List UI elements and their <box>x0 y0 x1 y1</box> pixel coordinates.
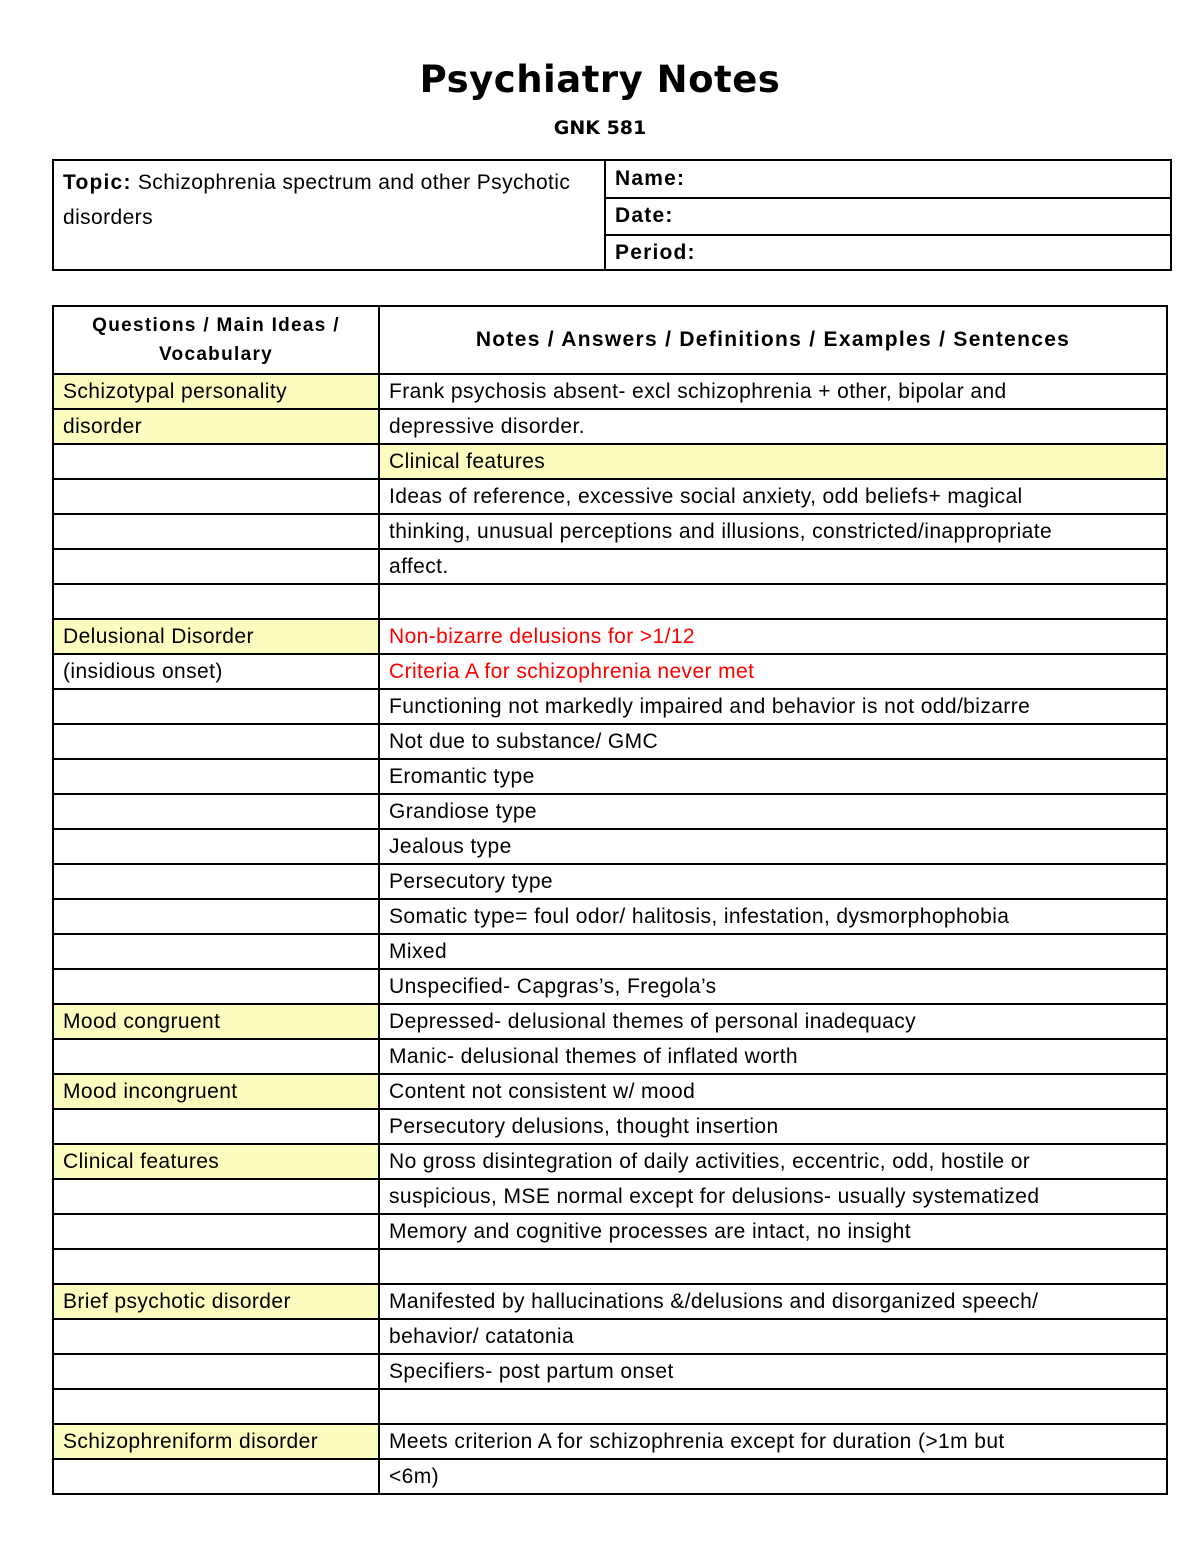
note-cell: No gross disintegration of daily activities, eccentric, odd, hostile or <box>379 1144 1167 1179</box>
question-cell: Delusional Disorder <box>53 619 379 654</box>
question-cell <box>53 969 379 1004</box>
note-cell: depressive disorder. <box>379 409 1167 444</box>
notes-row <box>53 969 1167 1004</box>
note-cell: Manifested by hallucinations &/delusions and disorganized speech/ <box>379 1284 1167 1319</box>
notes-row <box>53 619 1167 654</box>
notes-row <box>53 1039 1167 1074</box>
note-cell <box>379 1249 1167 1284</box>
notes-row <box>53 1354 1167 1389</box>
notes-row <box>53 829 1167 864</box>
question-cell: Schizotypal personality <box>53 374 379 409</box>
topic-label: Topic: <box>63 171 132 194</box>
question-cell: Mood congruent <box>53 1004 379 1039</box>
course-code: GNK 581 <box>553 117 647 139</box>
note-cell: affect. <box>379 549 1167 584</box>
notes-row <box>53 409 1167 444</box>
notes-row <box>53 584 1167 619</box>
note-cell: Grandiose type <box>379 794 1167 829</box>
note-cell: Functioning not markedly impaired and behavior is not odd/bizarre <box>379 689 1167 724</box>
note-cell: Persecutory type <box>379 864 1167 899</box>
notes-row <box>53 899 1167 934</box>
name-label: Name: <box>615 166 686 190</box>
question-cell <box>53 689 379 724</box>
topic-cell <box>53 160 605 235</box>
question-cell <box>53 1249 379 1284</box>
note-cell: Memory and cognitive processes are intact, no insight <box>379 1214 1167 1249</box>
note-cell: Somatic type= foul odor/ halitosis, infestation, dysmorphophobia <box>379 899 1167 934</box>
note-cell <box>379 1389 1167 1424</box>
question-cell <box>53 444 379 479</box>
note-cell <box>379 584 1167 619</box>
question-cell <box>53 1109 379 1144</box>
question-cell: (insidious onset) <box>53 654 379 689</box>
questions-column-header: Questions / Main Ideas / Vocabulary <box>53 306 379 374</box>
name-cell[interactable] <box>605 160 1171 198</box>
question-cell <box>53 829 379 864</box>
question-cell <box>53 514 379 549</box>
note-cell: Eromantic type <box>379 759 1167 794</box>
question-cell <box>53 584 379 619</box>
note-cell: Manic- delusional themes of inflated worth <box>379 1039 1167 1074</box>
question-cell: Mood incongruent <box>53 1074 379 1109</box>
notes-row <box>53 549 1167 584</box>
note-cell: Criteria A for schizophrenia never met <box>379 654 1167 689</box>
note-cell: <6m) <box>379 1459 1167 1494</box>
question-cell: disorder <box>53 409 379 444</box>
notes-row <box>53 444 1167 479</box>
header-table <box>52 159 1172 271</box>
question-cell <box>53 1354 379 1389</box>
note-cell: Not due to substance/ GMC <box>379 724 1167 759</box>
date-cell[interactable] <box>605 198 1171 236</box>
notes-row <box>53 1459 1167 1494</box>
notes-row <box>53 654 1167 689</box>
question-cell <box>53 759 379 794</box>
notes-row <box>53 479 1167 514</box>
note-cell: Depressed- delusional themes of personal inadequacy <box>379 1004 1167 1039</box>
note-cell: Unspecified- Capgras’s, Fregola’s <box>379 969 1167 1004</box>
notes-row <box>53 1179 1167 1214</box>
cornell-notes-table <box>52 305 1168 1495</box>
question-cell <box>53 1459 379 1494</box>
note-cell: Jealous type <box>379 829 1167 864</box>
question-cell <box>53 934 379 969</box>
notes-row <box>53 1284 1167 1319</box>
notes-column-header: Notes / Answers / Definitions / Examples / Sentences <box>379 306 1167 374</box>
note-cell: Mixed <box>379 934 1167 969</box>
question-cell <box>53 1214 379 1249</box>
period-label: Period: <box>615 240 696 264</box>
note-cell: thinking, unusual perceptions and illusions, constricted/inappropriate <box>379 514 1167 549</box>
notes-row <box>53 864 1167 899</box>
question-cell <box>53 1319 379 1354</box>
notes-row <box>53 1214 1167 1249</box>
question-cell <box>53 1389 379 1424</box>
notes-row <box>53 1319 1167 1354</box>
note-cell: Non-bizarre delusions for >1/12 <box>379 619 1167 654</box>
note-cell: Frank psychosis absent- excl schizophrenia + other, bipolar and <box>379 374 1167 409</box>
notes-row <box>53 934 1167 969</box>
notes-row <box>53 689 1167 724</box>
date-label: Date: <box>615 204 674 228</box>
notes-header-row <box>53 306 1167 374</box>
question-cell: Clinical features <box>53 1144 379 1179</box>
note-cell: Ideas of reference, excessive social anxiety, odd beliefs+ magical <box>379 479 1167 514</box>
notes-row <box>53 514 1167 549</box>
note-cell: suspicious, MSE normal except for delusions- usually systematized <box>379 1179 1167 1214</box>
page-title: Psychiatry Notes <box>419 58 781 101</box>
notes-row <box>53 1074 1167 1109</box>
notes-row <box>53 1144 1167 1179</box>
question-cell: Schizophreniform disorder <box>53 1424 379 1459</box>
question-cell <box>53 1179 379 1214</box>
question-cell <box>53 724 379 759</box>
question-cell <box>53 899 379 934</box>
notes-row <box>53 1389 1167 1424</box>
notes-row <box>53 1249 1167 1284</box>
notes-row <box>53 1004 1167 1039</box>
topic-blank-cell <box>53 235 605 270</box>
question-cell <box>53 1039 379 1074</box>
topic-value: Schizophrenia spectrum and other Psychotic disorders <box>63 171 571 229</box>
notes-row <box>53 1109 1167 1144</box>
notes-row <box>53 374 1167 409</box>
note-cell: Meets criterion A for schizophrenia except for duration (>1m but <box>379 1424 1167 1459</box>
notes-row <box>53 794 1167 829</box>
question-cell: Brief psychotic disorder <box>53 1284 379 1319</box>
question-cell <box>53 549 379 584</box>
note-cell: Content not consistent w/ mood <box>379 1074 1167 1109</box>
notes-row <box>53 759 1167 794</box>
note-cell: Persecutory delusions, thought insertion <box>379 1109 1167 1144</box>
notes-row <box>53 724 1167 759</box>
notes-row <box>53 1424 1167 1459</box>
note-cell: behavior/ catatonia <box>379 1319 1167 1354</box>
period-cell[interactable] <box>605 235 1171 270</box>
question-cell <box>53 864 379 899</box>
question-cell <box>53 794 379 829</box>
note-cell: Clinical features <box>379 444 1167 479</box>
question-cell <box>53 479 379 514</box>
note-cell: Specifiers- post partum onset <box>379 1354 1167 1389</box>
